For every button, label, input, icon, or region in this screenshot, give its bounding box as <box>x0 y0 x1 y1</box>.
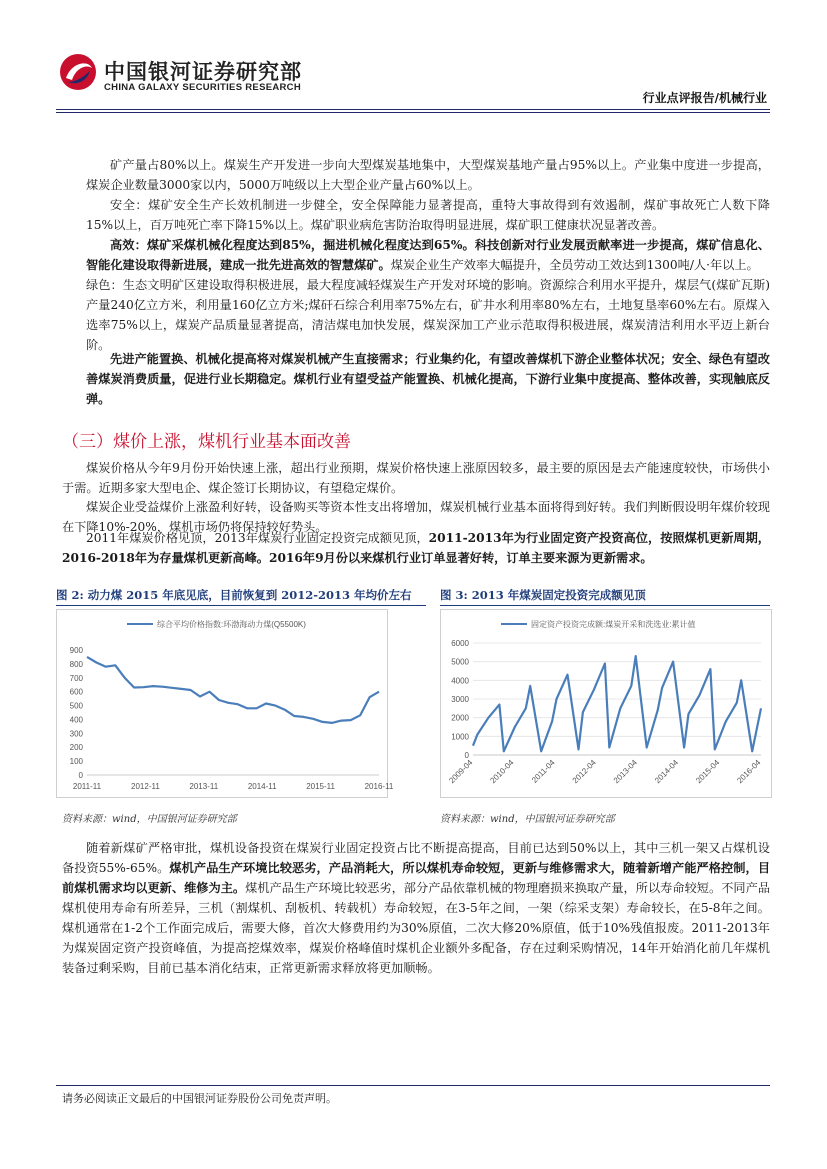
section-heading: （三）煤价上涨，煤机行业基本面改善 <box>62 432 351 452</box>
series-line-1 <box>473 656 761 751</box>
paragraph-summary: 先进产能置换、机械化提高将对煤炭机械产生直接需求；行业集约化，有望改善煤机下游企业整体状况；安全、绿色有望改善煤炭消费质量，促进行业长期稳定。煤机行业有望受益产能置换、机械化提高，下游行业集中度提高、整体改善，实现触底反弹。 <box>86 352 770 406</box>
paragraph-safety: 安全：煤矿安全生产长效机制进一步健全，安全保障能力显著提高，重特大事故得到有效遏制，煤矿事故死亡人数下降15%以上，百万吨死亡率下降15%以上。煤矿职业病危害防治取得明显进展，煤矿职工健康状况显著改善。 <box>86 198 770 232</box>
footer-rule <box>56 1085 770 1086</box>
x-tick-0-5: 2016-11 <box>364 782 394 791</box>
x-tick-1-5: 2014-04 <box>653 758 681 786</box>
y-tick-0-2: 200 <box>69 743 83 753</box>
x-tick-1-1: 2010-04 <box>488 758 516 786</box>
legend-label-1: 固定资产投资完成额:煤炭开采和洗选业:累计值 <box>531 620 696 629</box>
s3-normal: 2011年煤炭价格见顶，2013年煤炭行业固定投资完成额见顶， <box>86 531 429 545</box>
y-tick-1-0: 0 <box>464 751 469 760</box>
bottom-paragraph <box>62 838 770 978</box>
x-tick-0-3: 2014-11 <box>247 782 277 791</box>
header-rule <box>56 109 770 110</box>
figure-2-title: 图 2: 动力煤 2015 年底见底，目前恢复到 2012-2013 年均价左右 <box>56 588 412 602</box>
chart-fixed-investment <box>441 610 771 797</box>
source-left: 资料来源：wind，中国银河证券研究部 <box>62 814 237 825</box>
y-tick-0-3: 300 <box>69 729 83 739</box>
y-tick-0-4: 400 <box>69 715 83 725</box>
x-tick-1-2: 2011-04 <box>529 758 557 785</box>
legend-label-0: 综合平均价格指数:环渤海动力煤(Q5500K) <box>157 620 306 629</box>
x-tick-1-4: 2013-04 <box>611 758 639 786</box>
paragraph-green: 绿色：生态文明矿区建设取得积极进展，最大程度减轻煤炭生产开发对环境的影响。资源综合利用水平提升，煤层气(煤矿瓦斯)产量240亿立方米，利用量160亿立方米;煤矸石综合利用率75%左右，矿井水利用率80%左右，土地复垦率60%左右。原煤入选率75%以上，煤炭产品质量显著提高，清洁煤电加快发展，煤炭深加工产业示范取得积极进展，煤炭清洁利用水平迈上新台阶。 <box>86 278 770 352</box>
section-paragraph-3 <box>62 528 770 568</box>
logo-en-text: CHINA GALAXY SECURITIES RESEARCH <box>104 82 301 93</box>
chart-coal-price <box>57 610 394 797</box>
figure-3-rule <box>440 605 770 606</box>
y-tick-1-3: 3000 <box>451 695 469 704</box>
x-tick-0-4: 2015-11 <box>306 782 335 791</box>
galaxy-logo-icon <box>58 52 98 92</box>
y-tick-0-1: 100 <box>69 757 83 767</box>
y-tick-0-0: 0 <box>78 771 83 780</box>
section-paragraph-1: 煤炭价格从今年9月份开始快速上涨，超出行业预期，煤炭价格快速上涨原因较多，最主要的原因是去产能速度较快，市场供小于需。近期多家大型电企、煤企签订长期协议，有望稳定煤价。 <box>62 461 770 495</box>
x-tick-1-6: 2015-04 <box>694 758 722 786</box>
x-tick-0-2: 2013-11 <box>189 782 219 791</box>
footer-disclaimer: 请务必阅读正文最后的中国银河证券股份公司免责声明。 <box>62 1092 337 1105</box>
y-tick-0-8: 800 <box>69 659 83 669</box>
paragraph-efficiency <box>86 235 770 275</box>
figure-3-title: 图 3: 2013 年煤炭固定投资完成额见顶 <box>440 588 646 602</box>
x-tick-1-0: 2009-04 <box>447 758 475 786</box>
x-tick-0-0: 2011-11 <box>72 782 102 791</box>
efficiency-normal: 煤炭企业生产效率大幅提升，全员劳动工效达到1300吨/人·年以上。 <box>390 258 759 272</box>
efficiency-bold: 高效：煤矿采煤机械化程度达到85%，掘进机械化程度达到65%。科技创新对行业发展贡献率进一步提高，煤矿信息化、智能化建设取得新进展，建成一批先进高效的智慧煤矿。 <box>86 238 770 272</box>
y-tick-0-6: 600 <box>69 687 83 697</box>
header-rule-thin <box>56 112 770 113</box>
y-tick-0-7: 700 <box>69 673 83 683</box>
source-right: 资料来源：wind，中国银河证券研究部 <box>440 814 615 825</box>
bottom-tail: 煤机产品生产环境比较恶劣，部分产品依靠机械的物理磨损来换取产量，所以寿命较短。不同产品煤机使用寿命有所差异，三机（割煤机、刮板机、转载机）寿命较短，在3-5年之间，一架（综采支架）寿命较长，在5-8年之间。煤机通常在1-2个工作面完成后，需要大修，首次大修费用约为30%原值，二次大修20%原值，低于10%残值报废。2011-2013年为煤炭固定资产投资峰值，为提高挖煤效率，煤炭价格峰值时煤机企业额外多配备，存在过剩采购情况，14年开始消化前几年煤机装备过剩采购，目前已基本消化结束，正常更新需求释放将更加顺畅。 <box>62 881 771 975</box>
bottom-normal: 随着新煤矿严格审批，煤机设备投资在煤炭行业固定投资占比不断提高提高，目前已达到50%以上，其中三机一架又占煤机设备投资55%-65%。 <box>62 841 770 875</box>
report-type: 行业点评报告/机械行业 <box>642 91 767 105</box>
x-tick-1-7: 2016-04 <box>735 758 763 786</box>
y-tick-0-9: 900 <box>69 646 83 655</box>
x-tick-1-3: 2012-04 <box>570 758 598 786</box>
figure-2-rule <box>56 605 426 606</box>
y-tick-1-1: 1000 <box>451 732 469 742</box>
chart-fixed-investment-box <box>440 609 772 798</box>
y-tick-1-5: 5000 <box>451 657 469 667</box>
logo-cn-text: 中国银河证券研究部 <box>104 60 302 84</box>
bottom-bold: 煤机产品生产环境比较恶劣，产品消耗大，所以煤机寿命较短，更新与维修需求大，随着新增产能严格控制，目前煤机需求均以更新、维修为主。 <box>62 861 771 895</box>
y-tick-1-6: 6000 <box>451 639 469 648</box>
y-tick-1-4: 4000 <box>451 676 469 686</box>
paragraph-production: 矿产量占80%以上。煤炭生产开发进一步向大型煤炭基地集中，大型煤炭基地产量占95%以上。产业集中度进一步提高，煤炭企业数量3000家以内，5000万吨级以上大型企业产量占60%以上。 <box>86 158 770 192</box>
section-paragraph-2: 煤炭企业受益煤价上涨盈利好转，设备购买等资本性支出将增加，煤炭机械行业基本面将得到好转。我们判断假设明年煤价较现在下降10%-20%，煤机市场仍将保持较好势头。 <box>62 500 770 534</box>
y-tick-0-5: 500 <box>69 701 83 711</box>
series-line-0 <box>87 657 379 723</box>
x-tick-0-1: 2012-11 <box>131 782 160 791</box>
y-tick-1-2: 2000 <box>451 713 469 723</box>
s3-bold: 2011-2013年为行业固定资产投资高位，按照煤机更新周期，2016-2018年为存量煤机更新高峰。2016年9月份以来煤机行业订单显著好转，订单主要来源为更新需求。 <box>62 531 770 565</box>
chart-coal-price-box <box>56 609 394 798</box>
